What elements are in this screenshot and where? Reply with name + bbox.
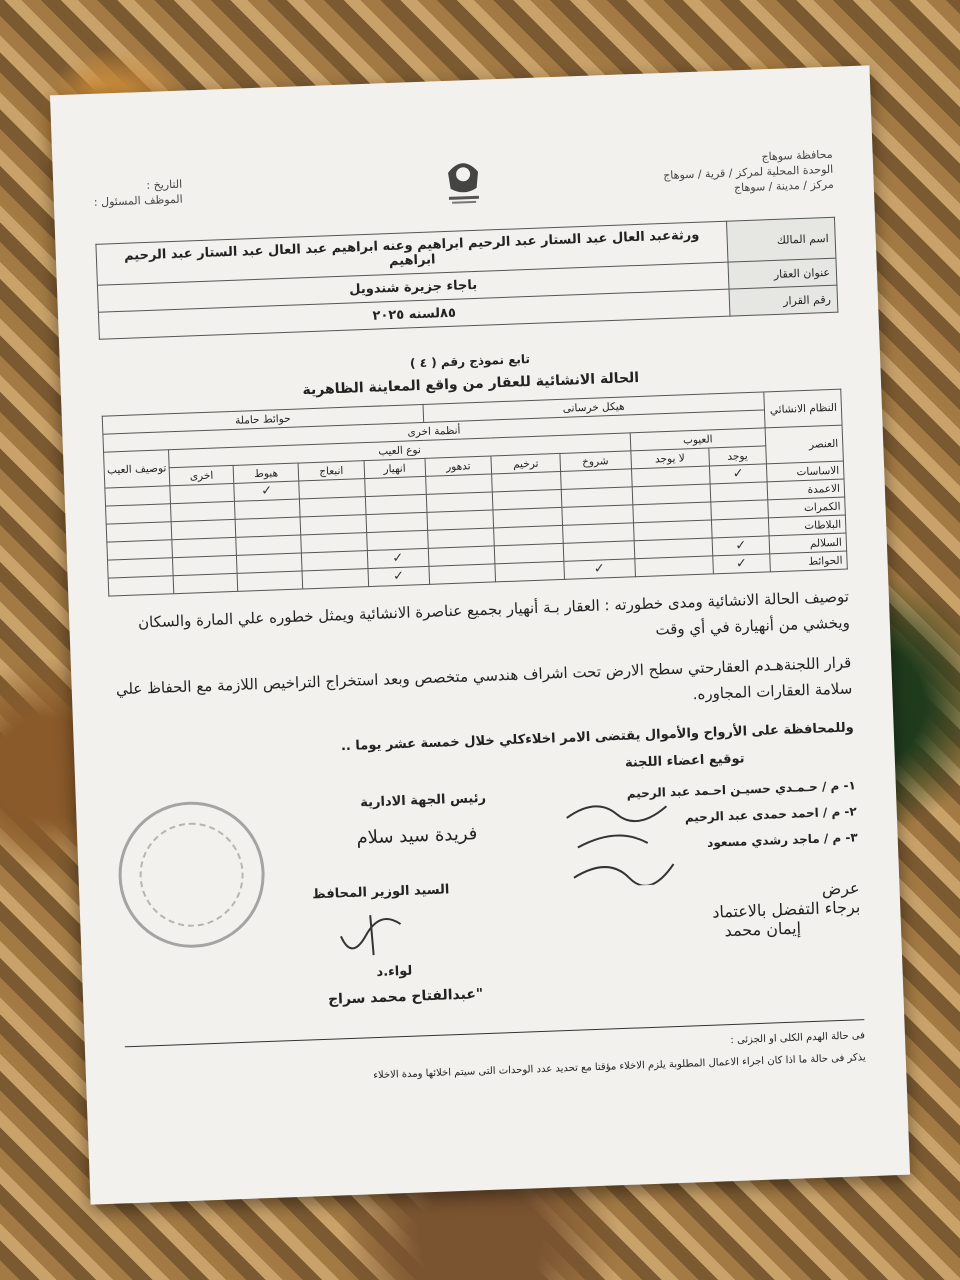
description-header: توصيف العيب (104, 450, 170, 488)
check-mark-icon: ✓ (735, 556, 748, 572)
defect-cell (234, 481, 300, 501)
defect-cell (712, 536, 770, 556)
defect-cell (235, 517, 301, 537)
member-signatures-icon (556, 794, 679, 888)
element-name: الكمرات (768, 497, 846, 518)
defect-cell (710, 482, 768, 502)
element-header: العنصر (765, 425, 843, 464)
defect-cell (564, 559, 636, 580)
defect-cell (709, 464, 767, 484)
col-not-exists: لا يوجد (630, 448, 709, 469)
address-label: عنوان العقار (728, 258, 837, 289)
document-page (50, 65, 910, 1204)
handwritten-note-3: إيمان محمد (724, 918, 802, 941)
check-mark-icon: ✓ (732, 466, 744, 482)
header-date-block: التاريخ : الموظف المسئول : (93, 177, 183, 209)
col-cracks: شروخ (560, 451, 632, 472)
check-mark-icon: ✓ (392, 550, 404, 567)
description-cell (105, 486, 171, 506)
decision-number-value: ٨٥لسنه ٢٠٢٥ (98, 289, 730, 339)
defect-cell (235, 499, 301, 519)
admin-name: فريدة سيد سلام (356, 823, 478, 849)
defects-header: العيوب (630, 428, 766, 451)
note-line-2: يذكر فى حالة ما اذا كان اجراء الاعمال المطلوبة يلزم الاخلاء مؤقتا مع تحديد عدد الوحدات التى سيتم اخلائها ومدة الاخلاء (373, 1052, 866, 1082)
governor-signature-icon (330, 904, 412, 967)
decision-number-label: رقم القرار (729, 285, 838, 316)
system-label: النظام الانشائي (764, 389, 842, 428)
section-title: الحالة الانشائية للعقار من واقع المعاينة الظاهرية (302, 370, 640, 399)
description-cell (106, 504, 172, 524)
defect-cell (364, 476, 426, 496)
element-name: الحوائط (770, 551, 848, 572)
check-mark-icon: ✓ (392, 568, 405, 585)
element-name: الاعمدة (767, 479, 845, 500)
description-cell (108, 576, 174, 596)
defect-cell (366, 512, 428, 532)
governor-rank: لواء.د (376, 963, 413, 981)
description-cell (106, 522, 172, 542)
element-name: الاساسات (766, 461, 844, 482)
official-stamp-icon (116, 799, 267, 950)
evacuation-note: وللمحافظة على الأرواح والأموال يقتضى الامر اخلاءكلي خلال خمسة عشر يوما .. (340, 720, 854, 755)
col-settlement: هبوط (233, 463, 299, 483)
element-name: البلاطات (768, 515, 846, 536)
defect-cell (634, 556, 713, 577)
defects-table (102, 389, 848, 597)
col-sagging: ترخيم (491, 453, 560, 473)
owner-value: ورثةعبد العال عبد الستار عبد الرحيم ابراهيم وعنه ابراهيم عبد العال عبد الستار عبد الرحيم ابراهيم (96, 221, 728, 285)
col-exists: يوجد (709, 446, 767, 466)
col-collapse: انهيار (364, 458, 426, 478)
address-value: باجاء جزيرة شندويل (97, 262, 729, 312)
defect-cell (170, 483, 235, 503)
system-concrete: هيكل خرسانى (423, 392, 765, 422)
defect-cell (495, 561, 564, 581)
description-paragraph: توصيف الحالة الانشائية ومدى خطورته : العقار بـة أنهيار بجميع عناصرة الانشائية ويمثل خطوره علي المارة والسكان ويخشي من أنهيارة في أي وقت (137, 587, 851, 639)
defect-cell (170, 501, 235, 521)
governor-title: السيد الوزير المحافظ (312, 882, 450, 903)
defect-cell (368, 566, 430, 586)
col-other: اخرى (169, 465, 234, 485)
defect-cell (171, 519, 236, 539)
defect-cell (237, 553, 303, 573)
member-3: ٣- م / ماجد رشدي مسعود (706, 830, 858, 850)
defect-cell (172, 537, 237, 557)
governorate-logo-icon (439, 151, 487, 207)
signatures-section (115, 747, 865, 1054)
handwritten-note-1: عرض (821, 878, 860, 899)
defect-cell (711, 518, 769, 538)
element-name: السلالم (769, 533, 847, 554)
system-walls: حوائط حاملة (102, 404, 423, 434)
defect-type-header: نوع العيب (169, 433, 631, 468)
check-mark-icon: ✓ (593, 561, 606, 577)
handwritten-note-2: برجاء التفضل بالاعتماد (711, 897, 861, 922)
defect-cell (302, 569, 368, 589)
check-mark-icon: ✓ (261, 483, 273, 499)
defect-cell (172, 555, 237, 575)
header-authority: محافظة سوهاج الوحدة المحلية لمركز / قرية / سوهاج مركز / مدينة / سوهاج (662, 147, 834, 195)
committee-decision: قرار اللجنةهـدم العقارحتي سطح الارض تحت اشراف هندسي متخصص وبعد استخراج التراخيص اللازمة مع الحفاظ علي سلامة العقارات المجاوره. (115, 653, 853, 704)
note-line-1: فى حالة الهدم الكلى او الجزئى : (730, 1030, 866, 1047)
defect-cell (365, 494, 427, 514)
defect-cell (173, 573, 238, 593)
defect-cell (429, 564, 496, 584)
owner-label: اسم المالك (727, 217, 836, 262)
member-2: ٢- م / احمد حمدى عبد الرحيم (684, 804, 857, 825)
col-deterioration: تدهور (425, 456, 492, 476)
defect-cell (236, 535, 302, 555)
defect-cell (367, 548, 429, 568)
defect-cell (237, 571, 303, 591)
defect-cell (711, 500, 769, 520)
system-other: أنظمة اخرى (103, 410, 765, 452)
defect-cell (366, 530, 428, 550)
member-1: ١- م / حـمـدي حسيـن احـمد عبد الرحيم (626, 778, 857, 801)
col-bulging: انبعاج (298, 461, 364, 481)
form-reference: تابع نموذج رقم ( ٤ ) (409, 351, 531, 371)
check-mark-icon: ✓ (735, 538, 747, 554)
governor-name: "عبدالفتاح محمد سراج (327, 986, 484, 1008)
admin-title: رئيس الجهة الادارية (360, 790, 487, 811)
members-title: توقيع اعضاء اللجنة (624, 751, 745, 771)
description-cell (107, 540, 173, 560)
defect-cell (713, 554, 771, 574)
